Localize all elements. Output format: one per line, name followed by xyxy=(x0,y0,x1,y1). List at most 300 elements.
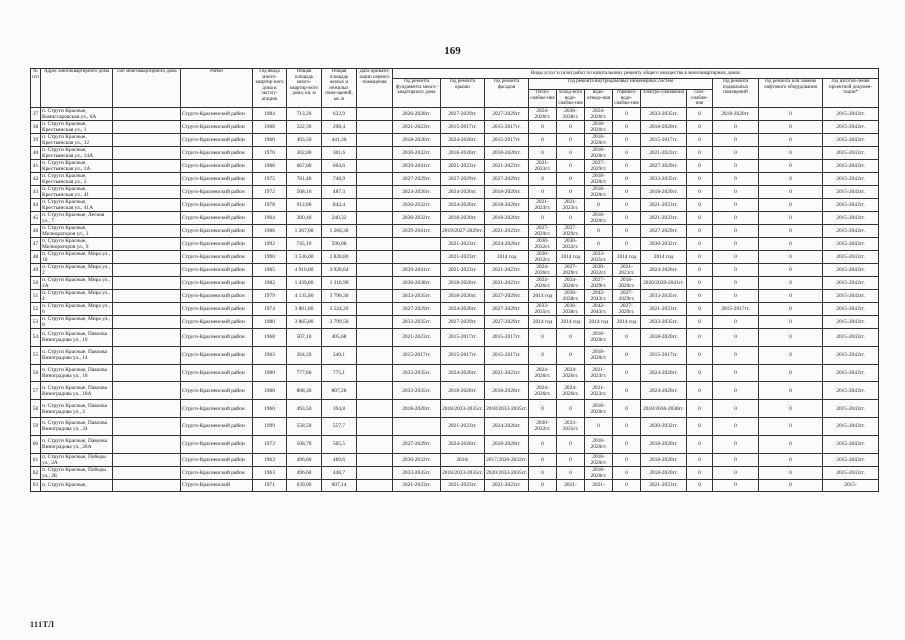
cell-year: 1973 xyxy=(253,435,287,453)
cell-electric: 2018-2020гг. xyxy=(641,186,687,199)
header-basement: год ремонта подвальных помещений xyxy=(713,79,759,108)
cell-cold-water: 2036-2038гг. xyxy=(557,108,585,121)
cell-roof: 2027-2029гг. xyxy=(441,316,485,329)
cell-sewer: 2018-2020гг. xyxy=(585,147,613,160)
cell-privatization xyxy=(357,134,393,147)
header-year: Год ввода много-квартир-ного дома в эксплу-атацию xyxy=(253,69,287,108)
cell-living-area: 240,32 xyxy=(322,212,357,225)
cell-living-area: 842,4 xyxy=(322,199,357,212)
cell-hot-water: 0 xyxy=(613,225,641,238)
cell-basement: 2015-2017гг. xyxy=(713,303,759,316)
cell-number: 43 xyxy=(31,186,41,199)
table-row xyxy=(31,160,879,173)
cell-privatization xyxy=(357,147,393,160)
cell-basement: 0 xyxy=(713,225,759,238)
cell-district: Струго-Красненский район xyxy=(181,466,253,479)
cell-number: 62 xyxy=(31,466,41,479)
cell-hot-water: 0 xyxy=(613,479,641,491)
cell-facade: 2021-2023гг. xyxy=(485,160,529,173)
cell-roof: 2024-2026гг. xyxy=(441,435,485,453)
cell-electric: 2020/2039-2041гг. xyxy=(641,277,687,290)
cell-year: 1982 xyxy=(253,277,287,290)
cell-living-area: 607,14 xyxy=(322,479,357,491)
cell-privatization xyxy=(357,435,393,453)
cell-year: 1985 xyxy=(253,264,287,277)
cell-elevator: 0 xyxy=(759,186,823,199)
cell-foundation: 2027-2029гг. xyxy=(393,435,441,453)
cell-living-area: 622,9 xyxy=(322,108,357,121)
cell-gas: 0 xyxy=(687,303,713,316)
table-row xyxy=(31,238,879,251)
cell-cold-water: 2024-2026гг. xyxy=(557,277,585,290)
cell-living-area: 557,7 xyxy=(322,417,357,435)
cell-type xyxy=(113,147,181,160)
cell-facade: 2024-2026гг. xyxy=(485,417,529,435)
header-hot-water: горячего водо-снабже-ния xyxy=(614,90,639,107)
cell-elevator: 0 xyxy=(759,479,823,491)
cell-sewer: 2021-2023гг. xyxy=(585,364,613,382)
cell-foundation: 2015-2017гг. xyxy=(393,346,441,364)
cell-elevator: 0 xyxy=(759,212,823,225)
cell-elevator: 0 xyxy=(759,173,823,186)
cell-electric: 2033-2035гг. xyxy=(641,316,687,329)
cell-electric: 2021-2023гг. xyxy=(641,212,687,225)
cell-facade: 2018-2020гг. xyxy=(485,212,529,225)
cell-hot-water: 2027-2029гг. xyxy=(613,290,641,303)
cell-elevator: 0 xyxy=(759,147,823,160)
cell-roof: 2024-2026гг. xyxy=(441,199,485,212)
cell-basement: 0 xyxy=(713,199,759,212)
cell-district: Струго-Красненский район xyxy=(181,453,253,466)
cell-cold-water: 0 xyxy=(557,453,585,466)
cell-foundation: 2027-2029гг. xyxy=(393,303,441,316)
cell-living-area: 448,7 xyxy=(322,466,357,479)
cell-heat: 0 xyxy=(529,121,557,134)
cell-sewer: 2042-2043гг. xyxy=(585,303,613,316)
cell-project: 2015-2043гг. xyxy=(823,453,879,466)
cell-hot-water: 0 xyxy=(613,453,641,466)
cell-type xyxy=(113,417,181,435)
cell-heat: 2014 год xyxy=(529,290,557,303)
cell-sewer: 2018-2020гг. xyxy=(585,186,613,199)
cell-project: 2015-2043гг. xyxy=(823,199,879,212)
cell-hot-water: 0 xyxy=(613,466,641,479)
cell-hot-water: 0 xyxy=(613,382,641,400)
cell-total-area: 493,50 xyxy=(287,400,322,418)
cell-year: 1988 xyxy=(253,160,287,173)
header-living-area: Общая площадь жилых и нежилых поме-щений, кв. м xyxy=(322,69,357,108)
cell-heat: 2027-2029гг. xyxy=(529,225,557,238)
cell-privatization xyxy=(357,290,393,303)
cell-foundation: 2021-2023гг. xyxy=(393,479,441,491)
cell-living-area: 405,68 xyxy=(322,329,357,347)
cell-elevator: 0 xyxy=(759,134,823,147)
table-row xyxy=(31,479,879,491)
cell-total-area: 493,50 xyxy=(287,134,322,147)
cell-sewer: 2030-2032гг. xyxy=(585,264,613,277)
cell-roof: 2024-2026гг. xyxy=(441,364,485,382)
cell-electric: 2024-2026гг. xyxy=(641,364,687,382)
cell-roof: 2018-2020гг. xyxy=(441,382,485,400)
cell-basement: 0 xyxy=(713,364,759,382)
cell-hot-water: 0 xyxy=(613,160,641,173)
cell-sewer: 2024-2026гг. xyxy=(585,108,613,121)
table-row xyxy=(31,382,879,400)
cell-project: 2015-2043гг. xyxy=(823,121,879,134)
cell-district: Струго-Красненский район xyxy=(181,108,253,121)
cell-type xyxy=(113,238,181,251)
cell-cold-water: 0 xyxy=(557,134,585,147)
cell-hot-water: 0 xyxy=(613,199,641,212)
table-row xyxy=(31,199,879,212)
cell-foundation: 2030-2032гг. xyxy=(393,453,441,466)
cell-living-area: 487,3 xyxy=(322,186,357,199)
cell-basement: 0 xyxy=(713,147,759,160)
cell-privatization xyxy=(357,417,393,435)
table-body xyxy=(31,108,879,492)
cell-sewer: 2018-2020гг. xyxy=(585,453,613,466)
cell-basement: 2018-2020гг. xyxy=(713,108,759,121)
cell-cold-water: 0 xyxy=(557,186,585,199)
cell-type xyxy=(113,316,181,329)
cell-privatization xyxy=(357,277,393,290)
cell-living-area: 775,1 xyxy=(322,364,357,382)
cell-project: 2015-2043гг. xyxy=(823,264,879,277)
cell-gas: 0 xyxy=(687,186,713,199)
cell-foundation: 2027-2029гг. xyxy=(393,173,441,186)
cell-year: 1971 xyxy=(253,479,287,491)
cell-elevator: 0 xyxy=(759,121,823,134)
cell-living-area: 505,5 xyxy=(322,435,357,453)
cell-heat: 2024-2026гг. xyxy=(529,364,557,382)
header-heat: тепло-снабже-ния xyxy=(529,90,557,108)
cell-heat: 2021-2023гг. xyxy=(529,160,557,173)
cell-address: п. Струги Красные, Павлова Виноградова ул., 24 xyxy=(41,417,113,435)
cell-electric: 2018-2020гг. xyxy=(641,453,687,466)
cell-facade: 2018-2020гг. xyxy=(485,435,529,453)
cell-district: Струго-Красненский район xyxy=(181,264,253,277)
cell-basement: 0 xyxy=(713,435,759,453)
cell-elevator: 0 xyxy=(759,364,823,382)
cell-address: п. Струги Красные, Мира ул., 2 xyxy=(41,264,113,277)
cell-total-area: 508,10 xyxy=(287,186,322,199)
cell-gas: 0 xyxy=(687,435,713,453)
cell-heat: 2021-2023гг. xyxy=(529,199,557,212)
cell-project: 2015-2043гг. xyxy=(823,329,879,347)
cell-address: п. Струги Красные, Мелиораторов ул., 9 xyxy=(41,238,113,251)
cell-total-area: 302,00 xyxy=(287,147,322,160)
header-privatization: Дата привати-зации первого помещения xyxy=(357,69,393,108)
cell-foundation: 2030-2032гг. xyxy=(393,147,441,160)
cell-sewer: 2021- xyxy=(585,479,613,491)
cell-living-area: 3 790,30 xyxy=(322,290,357,303)
cell-elevator: 0 xyxy=(759,316,823,329)
cell-facade: 2027-2029гг. xyxy=(485,173,529,186)
cell-number: 47 xyxy=(31,238,41,251)
cell-heat: 0 xyxy=(529,400,557,418)
cell-total-area: 496,60 xyxy=(287,453,322,466)
cell-heat: 2030-2032гг. xyxy=(529,251,557,264)
cell-year: 1976 xyxy=(253,147,287,160)
cell-gas: 0 xyxy=(687,479,713,491)
header-sewer: водо-отведе-ния xyxy=(585,90,613,108)
cell-type xyxy=(113,277,181,290)
cell-address: п. Струги Красные, Павлова Виноградова ул., 18А xyxy=(41,382,113,400)
cell-facade: 2015-2017гг. xyxy=(485,329,529,347)
cell-roof: 2024-2026гг. xyxy=(441,303,485,316)
table-row xyxy=(31,453,879,466)
cell-number: 37 xyxy=(31,108,41,121)
cell-year: 1968 xyxy=(253,329,287,347)
cell-living-area: 301,6 xyxy=(322,147,357,160)
cell-year: 1963 xyxy=(253,453,287,466)
cell-cold-water: 0 xyxy=(557,173,585,186)
cell-address: п. Струги Красные, xyxy=(41,479,113,491)
cell-hot-water: 0 xyxy=(613,238,641,251)
table-row xyxy=(31,277,879,290)
cell-hot-water: 2018-2020гг. xyxy=(613,277,641,290)
table-row xyxy=(31,400,879,418)
cell-cold-water: 0 xyxy=(557,121,585,134)
cell-heat: 0 xyxy=(529,346,557,364)
registry-table-wrap xyxy=(30,68,878,492)
cell-type xyxy=(113,329,181,347)
cell-cold-water: 2014 год xyxy=(557,316,585,329)
cell-foundation: 2026-2028гг. xyxy=(393,108,441,121)
cell-sewer: 2018-2020гг. xyxy=(585,435,613,453)
header-project: год изготов-ления проектной докумен-тации* xyxy=(823,79,879,108)
cell-district: Струго-Красненский район xyxy=(181,364,253,382)
cell-year: 1980 xyxy=(253,382,287,400)
cell-electric: 2027-2029гг. xyxy=(641,225,687,238)
cell-facade: 2018-2020гг. xyxy=(485,147,529,160)
cell-foundation: 2024-2026гг. xyxy=(393,186,441,199)
cell-foundation: 2030-2032гг. xyxy=(393,212,441,225)
cell-gas: 0 xyxy=(687,173,713,186)
cell-roof: 2027-2029гг. xyxy=(441,173,485,186)
cell-heat: 2024-2026гг. xyxy=(529,108,557,121)
cell-heat: 2024-2026гг. xyxy=(529,264,557,277)
cell-district: Струго-Красненский район xyxy=(181,303,253,316)
cell-roof: 2018-2020гг. xyxy=(441,212,485,225)
cell-hot-water: 0 xyxy=(613,329,641,347)
cell-total-area: 1 267,00 xyxy=(287,225,322,238)
cell-facade: 2018-2020гг. xyxy=(485,382,529,400)
capital-repair-registry-table xyxy=(30,68,879,492)
cell-heat: 0 xyxy=(529,453,557,466)
cell-electric: 2033-2035гг. xyxy=(641,173,687,186)
cell-roof: 2018-2020гг. xyxy=(441,277,485,290)
cell-number: 58 xyxy=(31,400,41,418)
cell-elevator: 0 xyxy=(759,199,823,212)
cell-foundation: 2021-2023гг. xyxy=(393,121,441,134)
cell-facade: 2027-2029гг. xyxy=(485,303,529,316)
cell-address: п. Струги Красные, Крестьянская ул., 1 xyxy=(41,121,113,134)
cell-hot-water: 0 xyxy=(613,346,641,364)
cell-year: 1992 xyxy=(253,238,287,251)
cell-electric: 2024-2026гг. xyxy=(641,382,687,400)
header-number: № п/п xyxy=(31,69,41,108)
header-roof: год ремонта крыши xyxy=(441,79,485,108)
cell-foundation: 2039-2041гг. xyxy=(393,264,441,277)
cell-foundation: 2018-2020гг. xyxy=(393,400,441,418)
cell-address: п. Струги Красные, Павлова Виноградова ул., 2 xyxy=(41,400,113,418)
cell-total-area: 3 865,80 xyxy=(287,316,322,329)
cell-elevator: 0 xyxy=(759,435,823,453)
cell-type xyxy=(113,225,181,238)
cell-privatization xyxy=(357,466,393,479)
cell-gas: 0 xyxy=(687,108,713,121)
cell-basement: 0 xyxy=(713,400,759,418)
cell-cold-water: 2033-2035гг. xyxy=(557,417,585,435)
cell-electric: 2027-2029гг. xyxy=(641,160,687,173)
cell-foundation: 2033-2035гг. xyxy=(393,364,441,382)
cell-project: 2015-2043гг. xyxy=(823,251,879,264)
cell-year: 1980 xyxy=(253,364,287,382)
cell-living-area: 807,28 xyxy=(322,382,357,400)
footer-code: 111ТЛ xyxy=(30,620,55,629)
cell-project: 2015-2043гг. xyxy=(823,346,879,364)
cell-living-area: 441,30 xyxy=(322,134,357,147)
cell-privatization xyxy=(357,264,393,277)
cell-basement: 0 xyxy=(713,251,759,264)
cell-address: п. Струги Красные, Мира ул., 10 xyxy=(41,251,113,264)
cell-number: 54 xyxy=(31,329,41,347)
cell-heat: 0 xyxy=(529,134,557,147)
cell-elevator: 0 xyxy=(759,108,823,121)
cell-district: Струго-Красненский район xyxy=(181,160,253,173)
cell-cold-water: 2027-2029гг. xyxy=(557,225,585,238)
cell-cold-water: 0 xyxy=(557,212,585,225)
cell-heat: 0 xyxy=(529,435,557,453)
cell-privatization xyxy=(357,225,393,238)
cell-heat: 0 xyxy=(529,212,557,225)
cell-roof: 2019/2027-2029гг. xyxy=(441,225,485,238)
cell-facade: 2018-2020гг. xyxy=(485,199,529,212)
cell-elevator: 0 xyxy=(759,346,823,364)
cell-year: 1963 xyxy=(253,346,287,364)
cell-number: 55 xyxy=(31,346,41,364)
cell-address: п. Струги Красные, Мира ул., 8 xyxy=(41,316,113,329)
cell-gas: 0 xyxy=(687,199,713,212)
cell-living-area: 748,9 xyxy=(322,173,357,186)
cell-gas: 0 xyxy=(687,316,713,329)
cell-elevator: 0 xyxy=(759,303,823,316)
cell-basement: 0 xyxy=(713,160,759,173)
cell-living-area: 3 524,20 xyxy=(322,303,357,316)
cell-total-area: 777,60 xyxy=(287,364,322,382)
cell-electric: 2018-2020гг. xyxy=(641,329,687,347)
cell-type xyxy=(113,346,181,364)
header-gas: газо-снабже-ния xyxy=(687,90,713,108)
cell-number: 56 xyxy=(31,364,41,382)
cell-basement: 0 xyxy=(713,186,759,199)
cell-roof: 2018-2020гг. xyxy=(441,290,485,303)
cell-living-area: 298,4 xyxy=(322,121,357,134)
cell-project: 2015-2043гг. xyxy=(823,147,879,160)
cell-cold-water: 0 xyxy=(557,466,585,479)
cell-year: 1986 xyxy=(253,225,287,238)
cell-heat: 2033-2035гг. xyxy=(529,303,557,316)
cell-privatization xyxy=(357,303,393,316)
cell-foundation: 2033-2035гг. xyxy=(393,290,441,303)
cell-living-area: 489,6 xyxy=(322,453,357,466)
cell-year: 1960 xyxy=(253,400,287,418)
cell-district: Струго-Красненский район xyxy=(181,382,253,400)
cell-basement: 0 xyxy=(713,316,759,329)
cell-foundation: 2018-2020гг. xyxy=(393,134,441,147)
cell-district: Струго-Красненский район xyxy=(181,400,253,418)
cell-project: 2015-2043гг. xyxy=(823,238,879,251)
cell-privatization xyxy=(357,382,393,400)
cell-year: 1979 xyxy=(253,290,287,303)
cell-facade: 2021-2023гг. xyxy=(485,277,529,290)
cell-sewer: 0 xyxy=(585,225,613,238)
cell-elevator: 0 xyxy=(759,238,823,251)
cell-address: п. Струги Красные, Павлова Виноградова ул., 28А xyxy=(41,435,113,453)
cell-district: Струго-Красненский район xyxy=(181,147,253,160)
cell-type xyxy=(113,453,181,466)
cell-basement: 0 xyxy=(713,329,759,347)
cell-hot-water: 2014 год xyxy=(613,251,641,264)
cell-basement: 0 xyxy=(713,238,759,251)
cell-electric: 2024-2026гг. xyxy=(641,264,687,277)
cell-facade: 2027-2029гг. xyxy=(485,316,529,329)
table-row xyxy=(31,186,879,199)
cell-district: Струго-Красненский район xyxy=(181,251,253,264)
cell-total-area: 639,00 xyxy=(287,479,322,491)
cell-year: 1999 xyxy=(253,417,287,435)
table-row xyxy=(31,316,879,329)
table-row xyxy=(31,251,879,264)
cell-elevator: 0 xyxy=(759,290,823,303)
cell-heat: 0 xyxy=(529,466,557,479)
cell-elevator: 0 xyxy=(759,251,823,264)
cell-hot-water: 0 xyxy=(613,400,641,418)
cell-elevator: 0 xyxy=(759,329,823,347)
cell-basement: 0 xyxy=(713,173,759,186)
cell-elevator: 0 xyxy=(759,453,823,466)
cell-hot-water: 0 xyxy=(613,417,641,435)
cell-address: п. Струги Красные, Мира ул., 2А xyxy=(41,277,113,290)
cell-electric: 2033-2035гг. xyxy=(641,108,687,121)
table-row xyxy=(31,147,879,160)
cell-sewer: 2021-2023гг. xyxy=(585,382,613,400)
cell-basement: 0 xyxy=(713,134,759,147)
cell-district: Струго-Красненский район xyxy=(181,199,253,212)
table-row xyxy=(31,264,879,277)
cell-project: 2015-2043гг. xyxy=(823,466,879,479)
cell-facade: 2021-2023гг. xyxy=(485,225,529,238)
cell-foundation xyxy=(393,251,441,264)
cell-electric: 2021-2023гг. xyxy=(641,303,687,316)
cell-roof: 2015-2017гг. xyxy=(441,329,485,347)
cell-hot-water: 0 xyxy=(613,435,641,453)
cell-type xyxy=(113,466,181,479)
cell-heat: 2024-2026гг. xyxy=(529,277,557,290)
cell-electric: 2021-2023гг. xyxy=(641,479,687,491)
cell-sewer: 2018-2020гг. xyxy=(585,400,613,418)
cell-district: Струго-Красненский район xyxy=(181,121,253,134)
cell-total-area: 508,70 xyxy=(287,435,322,453)
cell-living-area: 2 828,80 xyxy=(322,251,357,264)
cell-living-area: 240,1 xyxy=(322,346,357,364)
cell-type xyxy=(113,212,181,225)
cell-elevator: 0 xyxy=(759,160,823,173)
table-row xyxy=(31,466,879,479)
header-electric: электро-снабжения xyxy=(641,90,687,108)
cell-foundation: 2036-2038гг. xyxy=(393,277,441,290)
